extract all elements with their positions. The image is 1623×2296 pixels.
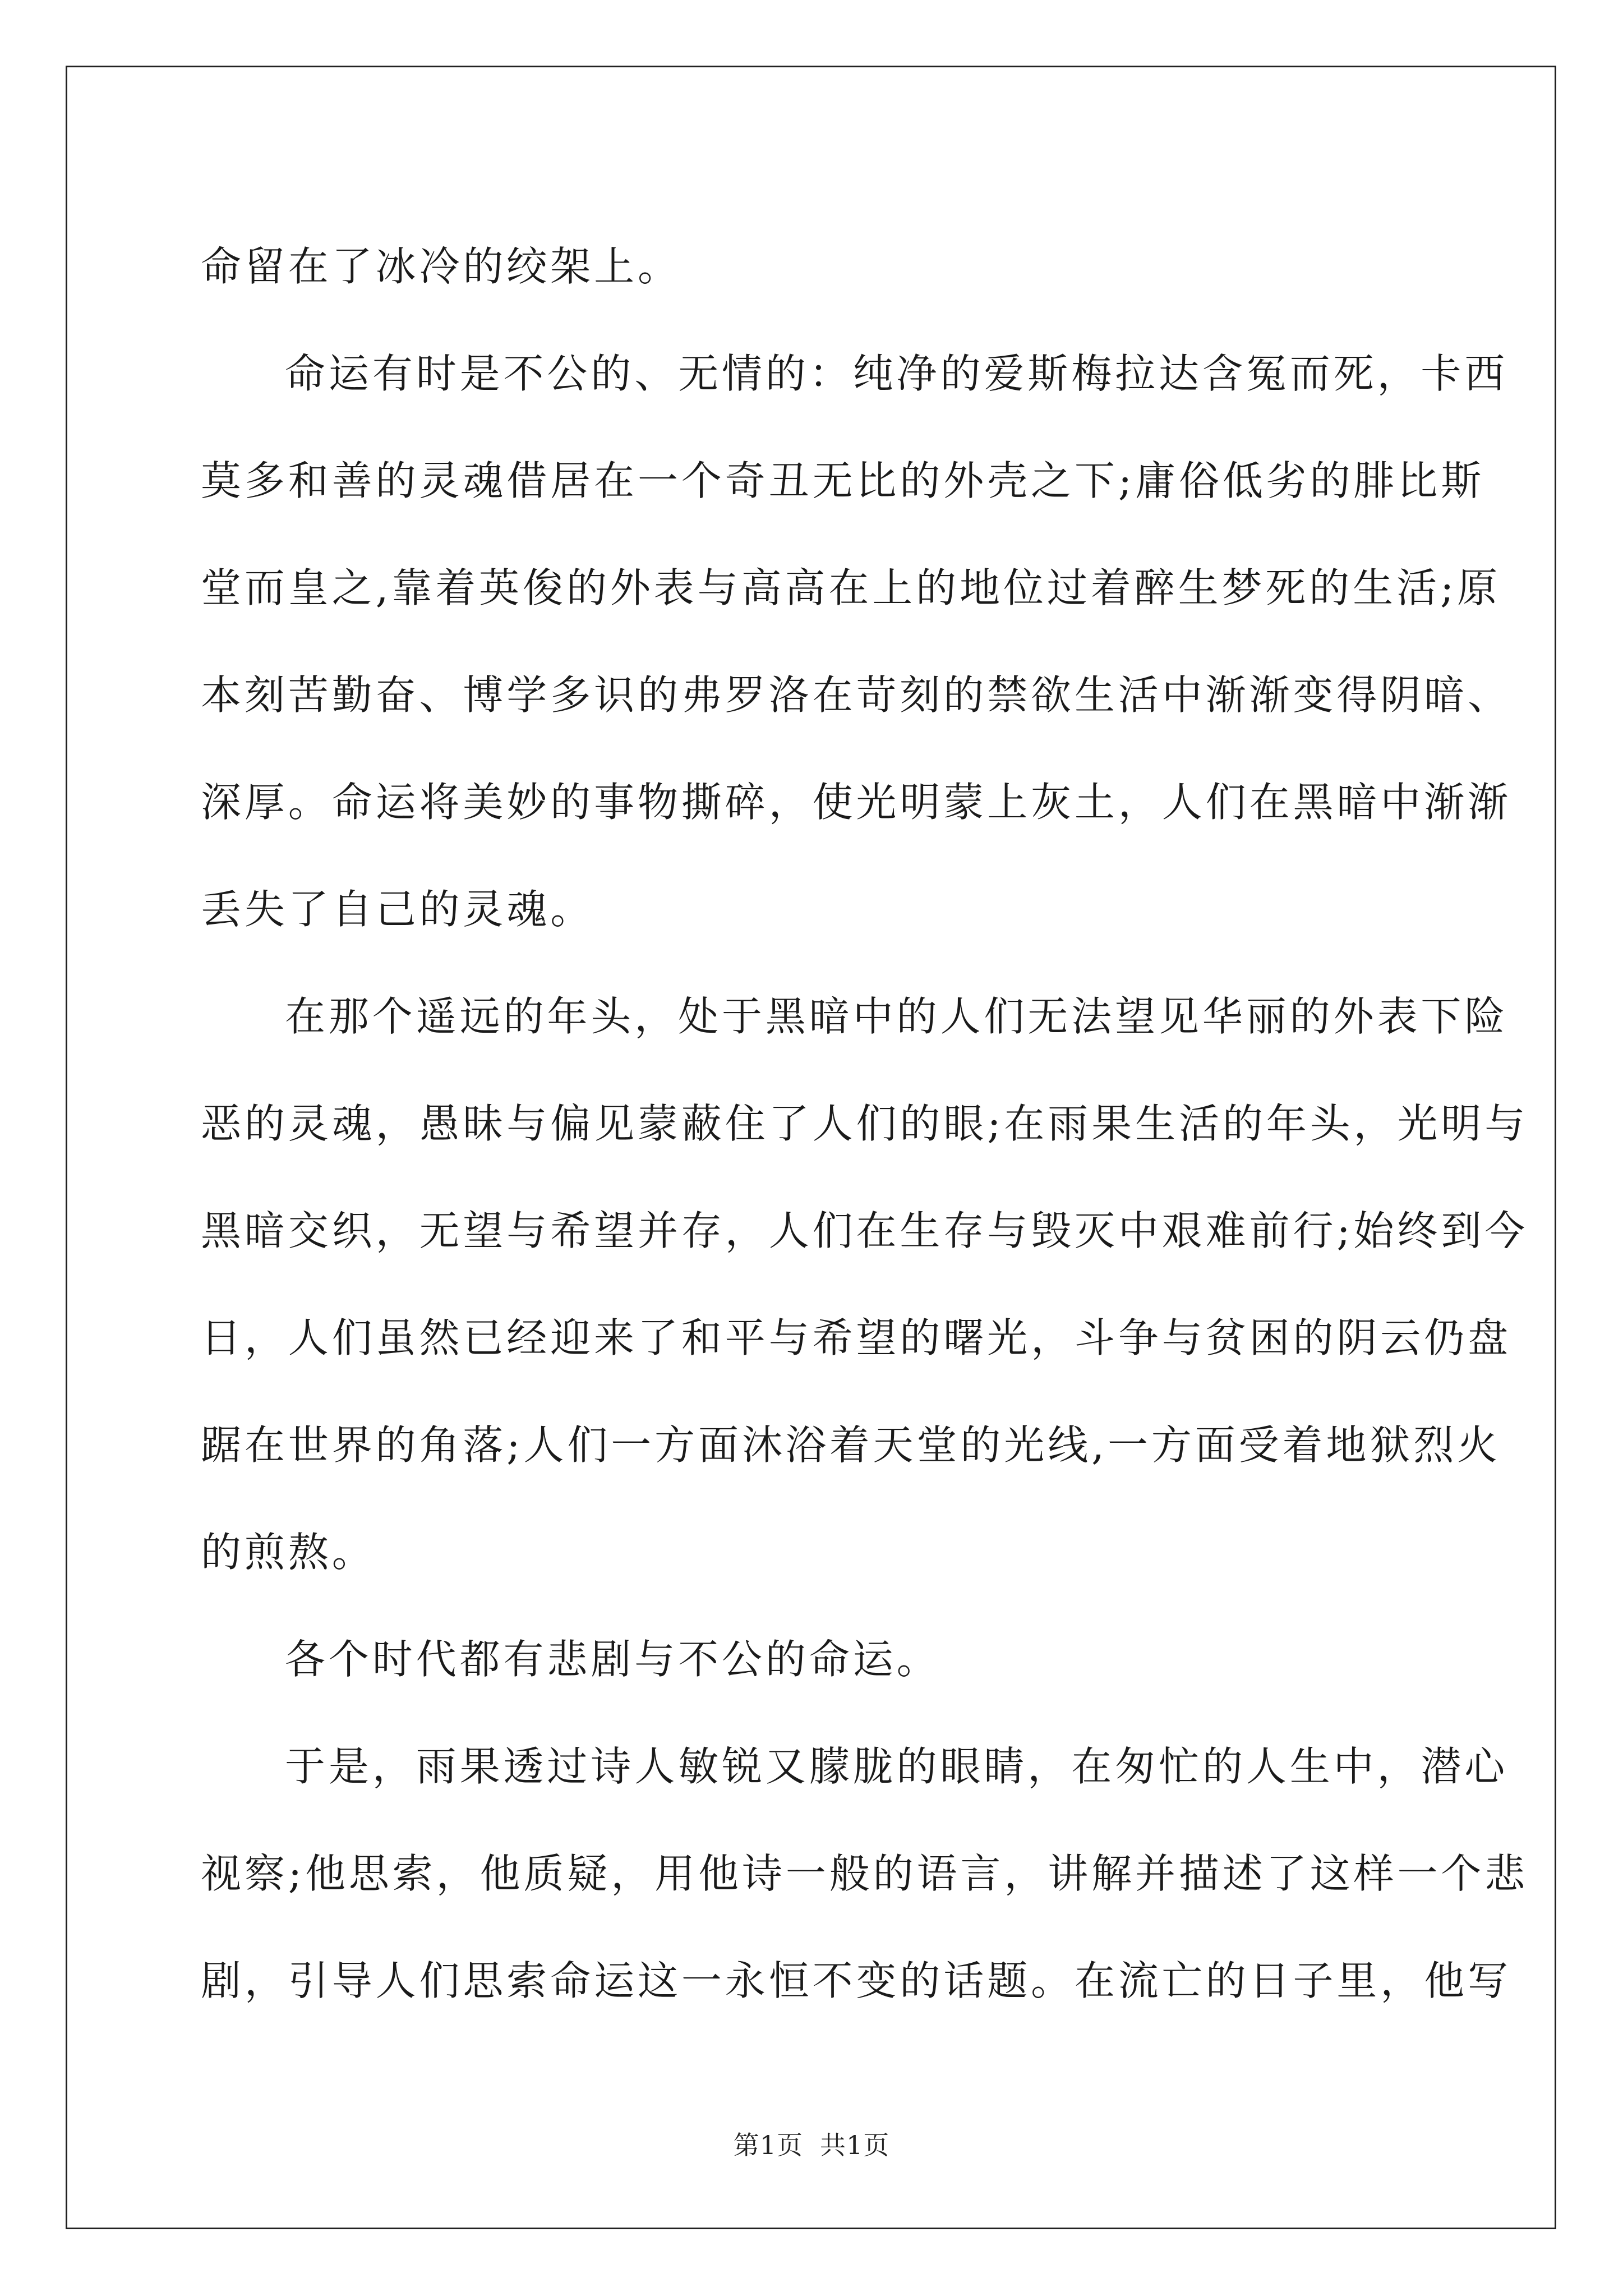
text-line: 日，人们虽然已经迎来了和平与希望的曙光，斗争与贫困的阴云仍盘 [201, 1314, 1512, 1361]
text-line: 恶的灵魂，愚昧与偏见蒙蔽住了人们的眼;在雨果生活的年头，光明与 [201, 1100, 1529, 1147]
text-line: 在那个遥远的年头，处于黑暗中的人们无法望见华丽的外表下险 [285, 993, 1509, 1040]
text-line: 深厚。命运将美妙的事物撕碎，使光明蒙上灰土，人们在黑暗中渐渐 [201, 779, 1512, 826]
text-line: 命留在了冰冷的绞架上。 [201, 243, 681, 290]
text-line: 各个时代都有悲剧与不公的命运。 [285, 1636, 940, 1683]
text-line: 黑暗交织，无望与希望并存，人们在生存与毁灭中艰难前行;始终到今 [201, 1207, 1529, 1254]
page-total: 共1页 [820, 2130, 890, 2160]
text-line: 堂而皇之,靠着英俊的外表与高高在上的地位过着醉生梦死的生活;原 [201, 564, 1501, 611]
page-number: 第1页 [733, 2130, 803, 2160]
text-line: 本刻苦勤奋、博学多识的弗罗洛在苛刻的禁欲生活中渐渐变得阴暗、 [201, 671, 1512, 719]
text-line: 踞在世界的角落;人们一方面沐浴着天堂的光线,一方面受着地狱烈火 [201, 1421, 1501, 1469]
text-line: 于是，雨果透过诗人敏锐又朦胧的眼睛，在匆忙的人生中，潜心 [285, 1743, 1509, 1790]
text-line: 莫多和善的灵魂借居在一个奇丑无比的外壳之下;庸俗低劣的腓比斯 [201, 457, 1485, 504]
text-line: 丢失了自己的灵魂。 [201, 886, 594, 933]
text-line: 视察;他思索，他质疑，用他诗一般的语言，讲解并描述了这样一个悲 [201, 1850, 1529, 1897]
document-body [201, 213, 1529, 2035]
page-footer [0, 2125, 1623, 2162]
text-line: 命运有时是不公的、无情的：纯净的爱斯梅拉达含冤而死，卡西 [285, 350, 1509, 397]
text-line: 剧，引导人们思索命运这一永恒不变的话题。在流亡的日子里，他写 [201, 1957, 1512, 2004]
text-line: 的煎熬。 [201, 1529, 376, 1576]
